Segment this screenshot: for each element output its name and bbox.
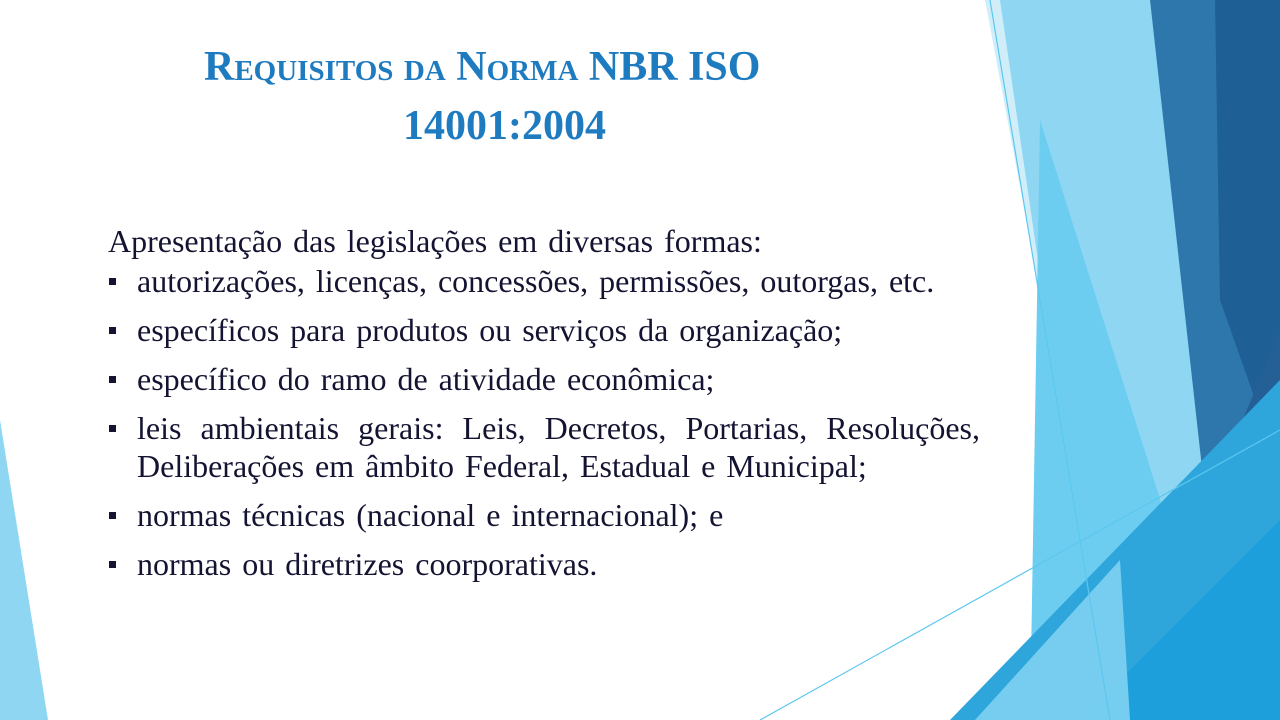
square-bullet-icon [109, 278, 116, 285]
slide-body [108, 222, 980, 594]
list-item [108, 496, 980, 534]
list-item-text: específicos para produtos ou serviços da organização; [137, 312, 843, 348]
list-item [108, 360, 980, 398]
bullet-list [108, 262, 980, 583]
list-item [108, 311, 980, 349]
square-bullet-icon [109, 327, 116, 334]
square-bullet-icon [109, 376, 116, 383]
page-title: Requisitos da Norma NBR ISO [204, 44, 761, 90]
list-item-text: normas técnicas (nacional e internacional); e [137, 497, 724, 533]
list-item-text: autorizações, licenças, concessões, permissões, outorgas, etc. [137, 263, 935, 299]
square-bullet-icon [109, 561, 116, 568]
page-title-line-2: 14001:2004 [403, 103, 606, 149]
list-item [108, 262, 980, 300]
list-item-text: leis ambientais gerais: Leis, Decretos, Portarias, Resoluções, Deliberações em âmbito Federal, Estadual e Municipal; [137, 410, 980, 484]
list-item [108, 545, 980, 583]
list-item [108, 409, 980, 485]
square-bullet-icon [109, 512, 116, 519]
square-bullet-icon [109, 425, 116, 432]
list-item-text: específico do ramo de atividade econômica; [137, 361, 715, 397]
intro-text: Apresentação das legislações em diversas formas: [108, 223, 762, 259]
left-accent-shape [0, 420, 48, 720]
list-item-text: normas ou diretrizes coorporativas. [137, 546, 598, 582]
